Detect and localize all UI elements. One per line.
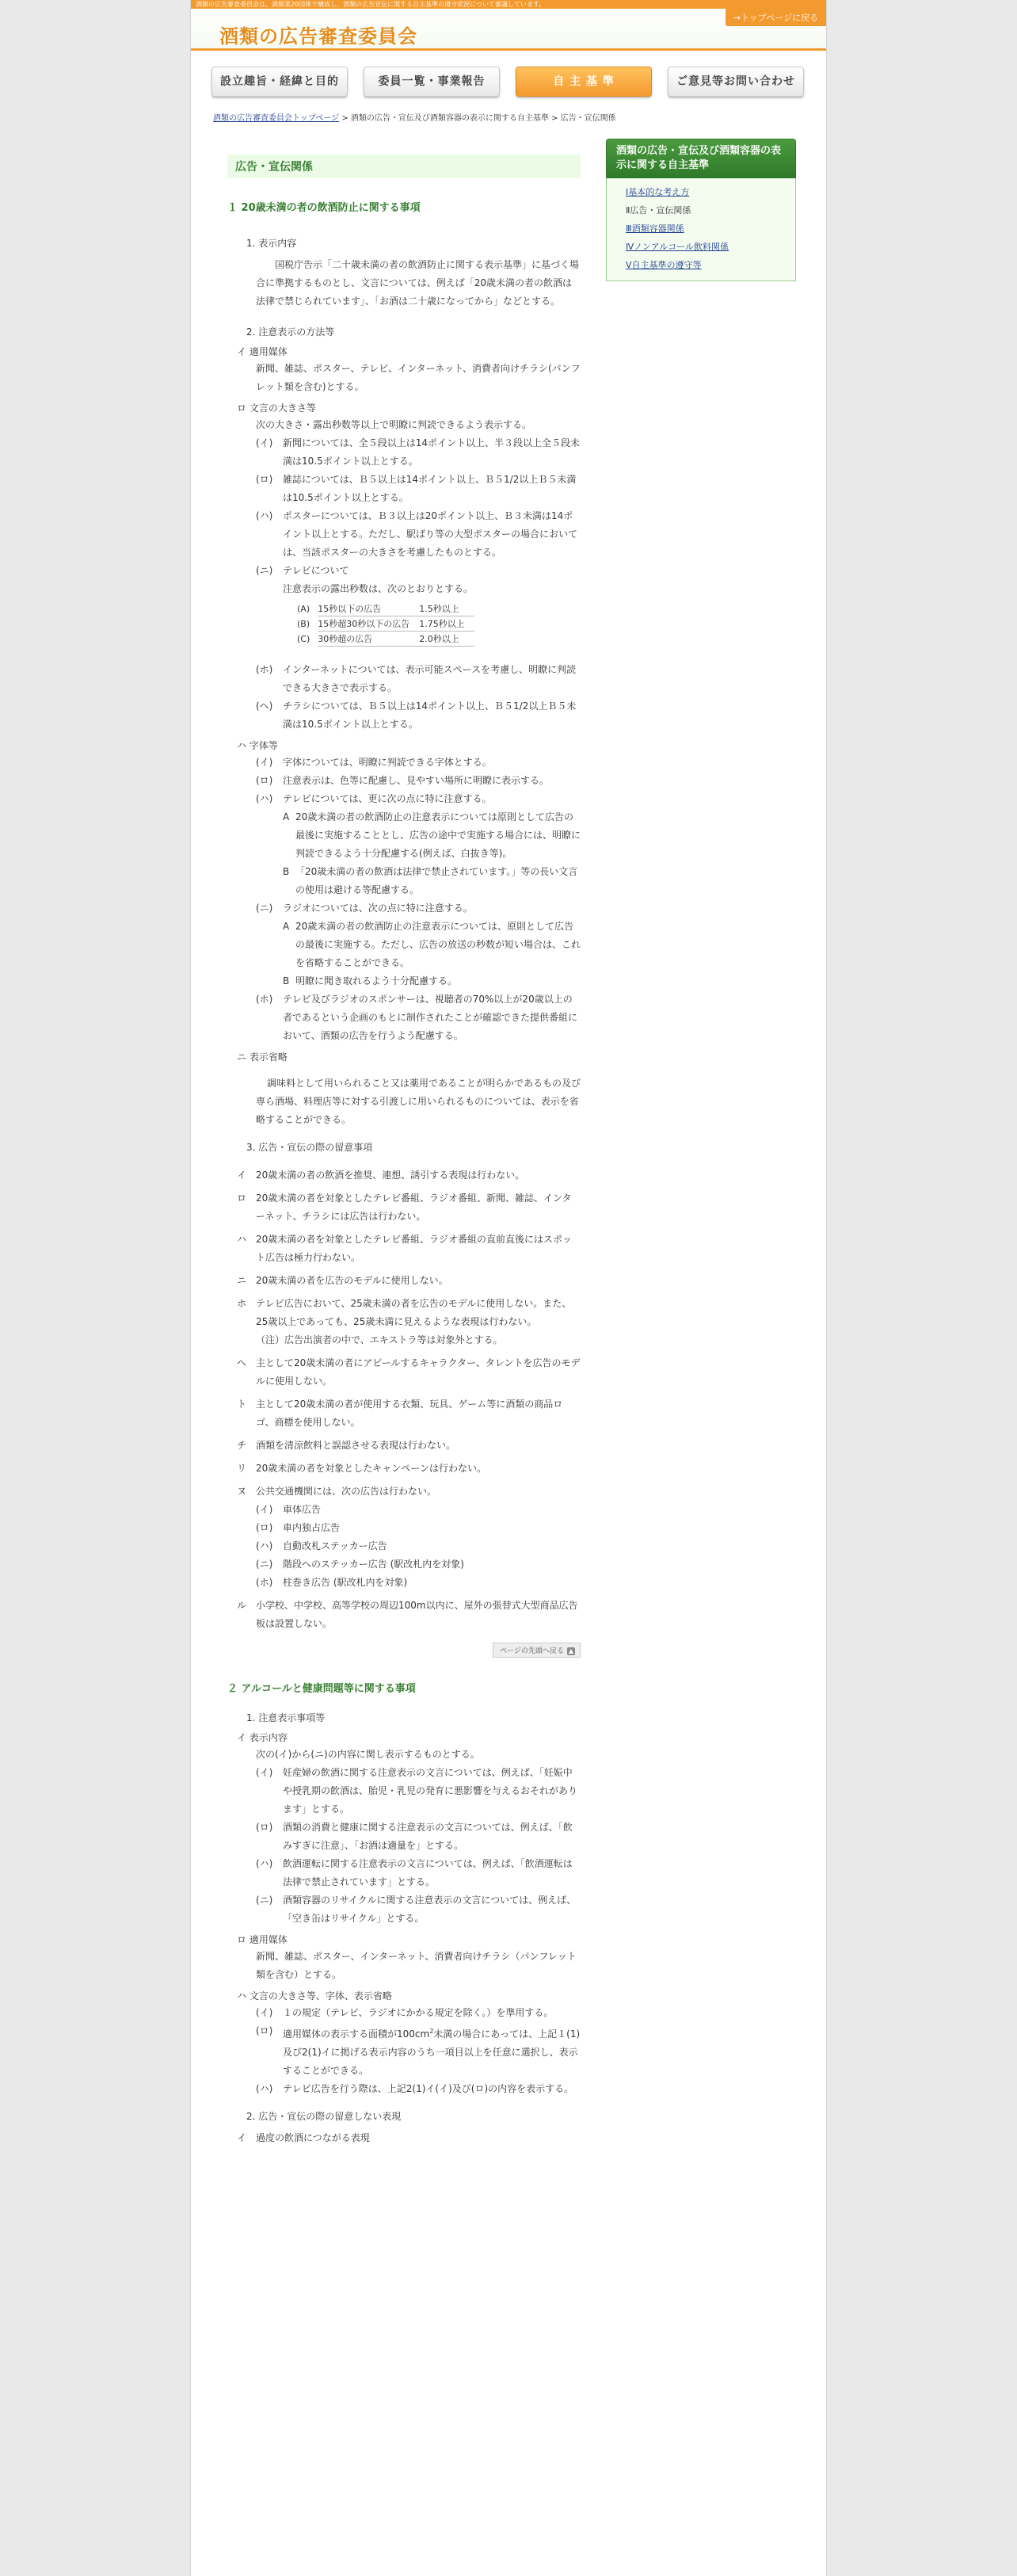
item-marker: (イ): [256, 1767, 273, 1778]
item-text: 過度の飲酒につながる表現: [256, 2132, 370, 2143]
back-to-top-page-link[interactable]: →トップページに戻る: [726, 9, 826, 26]
subsection-title: 2. 広告・宣伝の際の留意しない表現: [246, 2111, 402, 2122]
item-text: 飲酒運転に関する注意表示の文言については、例えば、「飲酒運転は法律で禁止されています」とする。: [283, 1858, 573, 1887]
breadcrumb-current: 広告・宣伝関係: [560, 114, 616, 123]
list-item: [256, 562, 581, 580]
item-text: 階段へのステッカー広告 (駅改札内を対象): [283, 1559, 464, 1570]
item-text: 雑誌については、Ｂ５以上は14ポイント以上、Ｂ５1/2以上Ｂ５未満は10.5ポイント以上とする。: [283, 474, 577, 503]
subsection-title: 2. 注意表示の方法等: [246, 326, 335, 338]
list-item: [237, 1395, 581, 1432]
list-item: [237, 1189, 581, 1226]
item-text: テレビ広告を行う際は、上記2(1)イ(イ)及び(ロ)の内容を表示する。: [283, 2083, 574, 2094]
table-cell: 2.0秒以上: [419, 632, 474, 647]
paragraph: 次の(イ)から(ニ)の内容に関し表示するものとする。: [256, 1749, 480, 1760]
list-item: [256, 1891, 581, 1928]
item-text: 未満の場合にあっては、上記１(1)及び2(1)イに掲げる表示内容のうち一項目以上を任意に選択し、表示することができる。: [283, 2028, 581, 2076]
table-cell: 30秒超の広告: [318, 632, 419, 647]
item-marker: (ヘ): [256, 700, 273, 712]
item-marker: リ: [237, 1463, 247, 1474]
item-text: テレビについて: [283, 565, 349, 576]
paragraph: 注意表示の露出秒数は、次のとおりとする。: [283, 583, 474, 594]
list-item: [237, 1231, 581, 1267]
paragraph: 国税庁告示「二十歳未満の者の飲酒防止に関する表示基準」に基づく場合に準拠するものとし、文言については、例えば「20歳未満の者の飲酒は法律で禁じられています」、「お酒は二十歳になってから」などとする。: [256, 259, 580, 307]
top-info-strip: 酒類の広告審査委員会は、酒類業20団体で構成し、酒類の広告宣伝に関する自主基準の遵守状況について審議しています。: [191, 0, 826, 9]
item-text: チラシについては、Ｂ５以上は14ポイント以上、Ｂ５1/2以上Ｂ５未満は10.5ポイント以上とする。: [283, 700, 577, 730]
item-marker: (ロ): [256, 2025, 273, 2036]
list-item: [283, 918, 581, 972]
tv-duration-table: [297, 601, 474, 647]
table-row: [297, 601, 474, 616]
item-text: １の規定（テレビ、ラジオにかかる規定を除く。）を準用する。: [283, 2007, 554, 2018]
item-text: 酒類の消費と健康に関する注意表示の文言については、例えば、「飲みすぎに注意」、「お酒は適量を」とする。: [283, 1822, 573, 1851]
item-text: 公共交通機関には、次の広告は行わない。: [256, 1486, 437, 1497]
item-marker: (ホ): [256, 664, 273, 675]
item-marker: A: [283, 921, 290, 932]
item-heading: ロ 適用媒体: [237, 1934, 288, 1945]
page-title: 広告・宣伝関係: [227, 155, 581, 178]
item-text: 20歳未満の者を対象としたテレビ番組、ラジオ番組、新聞、雑誌、インターネット、チラシには広告は行わない。: [256, 1193, 572, 1222]
table-cell: (A): [297, 604, 310, 614]
item-marker: A: [283, 811, 290, 822]
item-marker: ヌ: [237, 1486, 247, 1497]
item-text: 新聞については、全５段以上は14ポイント以上、半３段以上全５段未満は10.5ポイント以上とする。: [283, 437, 581, 467]
list-item: [256, 790, 581, 808]
page-container: [190, 0, 827, 2576]
item-marker: (ホ): [256, 994, 273, 1005]
table-cell: (C): [297, 634, 310, 644]
item-marker: (イ): [256, 437, 273, 448]
item-text: 酒類容器のリサイクルに関する注意表示の文言については、例えば、「空き缶はリサイクル」とする。: [283, 1895, 577, 1924]
item-marker: (ニ): [256, 565, 273, 576]
item-text: 主として20歳未満の者にアピールするキャラクター、タレントを広告のモデルに使用しない。: [256, 1357, 581, 1387]
subsection-title: 1. 注意表示事項等: [246, 1712, 326, 1723]
list-item: [256, 899, 581, 918]
list-item: [237, 2129, 581, 2147]
list-item: [256, 2022, 581, 2080]
list-item: [256, 1537, 581, 1555]
nav-purpose[interactable]: 設立趣旨・経緯と目的: [211, 67, 348, 97]
list-item: [237, 1354, 581, 1391]
breadcrumb-middle: 酒類の広告・宣伝及び酒類容器の表示に関する自主基準: [350, 114, 549, 123]
list-item: [237, 1597, 581, 1633]
sidebar-item-nonalcohol[interactable]: Ⅳノンアルコール飲料関係: [626, 242, 729, 252]
item-marker: (ハ): [256, 2083, 273, 2094]
item-marker: (ハ): [256, 510, 273, 521]
item-marker: (ハ): [256, 1858, 273, 1869]
item-marker: (イ): [256, 1504, 273, 1515]
item-text: 字体については、明瞭に判読できる字体とする。: [283, 757, 492, 768]
table-cell: 15秒超30秒以下の広告: [318, 616, 419, 632]
table-row: [297, 616, 474, 632]
list-item: [256, 1519, 581, 1537]
breadcrumb-sep: >: [339, 114, 351, 123]
list-item: [256, 1501, 581, 1519]
item-text: 妊産婦の飲酒に関する注意表示の文言については、例えば、「妊娠中や授乳期の飲酒は、胎児・乳児の発育に悪影響を与えるおそれがあります」とする。: [283, 1767, 578, 1815]
item-marker: ロ: [237, 1193, 247, 1204]
table-cell: 1.75秒以上: [419, 616, 474, 632]
item-marker: ニ: [237, 1275, 247, 1286]
item-text: ラジオについては、次の点に特に注意する。: [283, 903, 473, 914]
list-item: [256, 661, 581, 697]
list-item: [256, 1764, 581, 1818]
breadcrumb: [213, 111, 616, 123]
item-text: 柱巻き広告 (駅改札内を対象): [283, 1577, 408, 1588]
item-marker: (ニ): [256, 1895, 273, 1906]
list-item: [237, 1460, 581, 1478]
list-item: [283, 808, 581, 863]
main-content: [227, 155, 581, 2152]
item-heading: ロ 文言の大きさ等: [237, 403, 316, 414]
item-heading: ハ 字体等: [237, 740, 278, 751]
subsection-title: 1. 表示内容: [246, 238, 297, 249]
item-marker: ヘ: [237, 1357, 247, 1368]
list-item: [283, 972, 581, 990]
item-text: 車内独占広告: [283, 1522, 341, 1533]
item-marker: ル: [237, 1600, 247, 1611]
list-item: [237, 1483, 581, 1501]
sidebar: [606, 139, 796, 281]
item-text: 20歳未満の者を広告のモデルに使用しない。: [256, 1275, 448, 1286]
item-text: 小学校、中学校、高等学校の周辺100m以内に、屋外の張替式大型商品広告板は設置しない。: [256, 1600, 578, 1629]
page-top-label: ページの先頭へ戻る: [500, 1647, 564, 1655]
item-text: ポスターについては、Ｂ３以上は20ポイント以上、Ｂ３未満は14ポイント以上とする。ただし、駅ばり等の大型ポスターの場合においては、当該ポスターの大きさを考慮したものとする。: [283, 510, 578, 558]
item-marker: イ: [237, 2132, 247, 2143]
item-marker: (イ): [256, 757, 273, 768]
item-text: テレビについては、更に次の点に特に注意する。: [283, 793, 492, 804]
superscript: 2: [429, 2028, 434, 2035]
item-marker: B: [283, 866, 290, 877]
item-heading: イ 適用媒体: [237, 346, 288, 357]
list-item: [256, 754, 581, 772]
table-cell: 1.5秒以上: [419, 601, 474, 616]
item-marker: (ロ): [256, 474, 273, 485]
list-item: [237, 1295, 581, 1331]
item-text: テレビ及びラジオのスポンサーは、視聴者の70%以上が20歳以上の者であるという企画のもとに制作されたことが確認できた提供番組において、酒類の広告を行うよう配慮する。: [283, 994, 578, 1041]
item-marker: (イ): [256, 2007, 273, 2018]
section-title: １ 20歳未満の者の飲酒防止に関する事項: [227, 202, 421, 214]
item-marker: (ハ): [256, 1540, 273, 1551]
nav-standards[interactable]: 自 主 基 準: [516, 67, 652, 97]
sidebar-item-compliance[interactable]: Ⅴ自主基準の遵守等: [626, 260, 702, 270]
item-marker: (ニ): [256, 903, 273, 914]
breadcrumb-home-link[interactable]: 酒類の広告審査委員会トップページ: [213, 114, 340, 123]
page-top-button[interactable]: [493, 1643, 581, 1658]
list-item: [237, 1272, 581, 1290]
table-cell: 15秒以下の広告: [318, 601, 419, 616]
item-text: 20歳未満の者の飲酒防止の注意表示については、原則として広告の最後に実施する。ただし、広告の放送の秒数が短い場合は、これを省略することができる。: [295, 921, 581, 968]
note-text: （注）広告出演者の中で、エキストラ等は対象外とする。: [256, 1334, 503, 1345]
item-marker: (ニ): [256, 1559, 273, 1570]
list-item: [256, 990, 581, 1045]
list-item: [256, 1818, 581, 1855]
item-text: 主として20歳未満の者が使用する衣類、玩具、ゲーム等に酒類の商品ロゴ、商標を使用しない。: [256, 1399, 563, 1428]
global-nav: [211, 67, 806, 98]
item-marker: (ホ): [256, 1577, 273, 1588]
arrow-up-icon: ▲: [568, 1647, 574, 1654]
list-item: [256, 434, 581, 471]
item-heading: ハ 文言の大きさ等、字体、表示省略: [237, 1990, 392, 2002]
item-text: 自動改札ステッカー広告: [283, 1540, 387, 1551]
item-marker: ト: [237, 1399, 247, 1410]
subsection-title: 3. 広告・宣伝の際の留意事項: [246, 1142, 373, 1153]
item-text: テレビ広告において、25歳未満の者を広告のモデルに使用しない。また、25歳以上であっても、25歳未満に見えるような表現は行わない。: [256, 1298, 572, 1327]
list-item: [256, 507, 581, 562]
sidebar-item-containers[interactable]: Ⅲ酒類容器関係: [626, 223, 684, 234]
paragraph: 新聞、雑誌、ポスター、テレビ、インターネット、消費者向けチラシ(パンフレット類を含む)とする。: [256, 363, 581, 392]
list-item: [256, 1855, 581, 1891]
nav-contact[interactable]: ご意見等お問い合わせ: [668, 67, 804, 97]
breadcrumb-sep: >: [548, 114, 561, 123]
item-marker: (ハ): [256, 793, 273, 804]
site-header: [191, 9, 826, 51]
item-text: 酒類を清涼飲料と誤認させる表現は行わない。: [256, 1440, 456, 1451]
list-item: [256, 471, 581, 507]
item-text: 20歳未満の者の飲酒を推奨、連想、誘引する表現は行わない。: [256, 1170, 525, 1181]
list-item: [256, 697, 581, 734]
nav-members[interactable]: 委員一覧・事業報告: [364, 67, 500, 97]
list-item: [256, 1574, 581, 1592]
item-text: 「20歳未満の者の飲酒は法律で禁止されています。」等の長い文言の使用は避ける等配慮する。: [295, 866, 578, 895]
item-text: 適用媒体の表示する面積が100cm: [283, 2028, 430, 2040]
list-item: [256, 1555, 581, 1574]
sidebar-list: [606, 178, 796, 281]
item-marker: ホ: [237, 1298, 247, 1309]
item-text: 注意表示は、色等に配慮し、見やすい場所に明瞭に表示する。: [283, 775, 550, 786]
item-text: 明瞭に聞き取れるよう十分配慮する。: [295, 975, 458, 987]
item-text: 車体広告: [283, 1504, 322, 1515]
list-item: [256, 2080, 581, 2098]
list-item: [256, 2004, 581, 2022]
paragraph: 調味料として用いられること又は薬用であることが明らかであるもの及び専ら酒場、料理店等に対する引渡しに用いられるものについては、表示を省略することができる。: [256, 1078, 581, 1125]
item-text: 20歳未満の者の飲酒防止の注意表示については原則として広告の最後に実施することとし、広告の途中で実施する場合には、明瞭に判読できるよう十分配慮する(例えば、白抜き等)。: [295, 811, 581, 859]
item-marker: (ロ): [256, 775, 273, 786]
paragraph: 次の大きさ・露出秒数等以上で明瞭に判読できるよう表示する。: [256, 419, 532, 430]
sidebar-item-advertising: Ⅱ広告・宣伝関係: [626, 205, 691, 216]
item-text: 20歳未満の者を対象としたテレビ番組、ラジオ番組の直前直後にはスポット広告は極力行わない。: [256, 1234, 573, 1263]
paragraph: 新聞、雑誌、ポスター、インターネット、消費者向けチラシ（パンフレット類を含む）とする。: [256, 1951, 577, 1980]
table-cell: (B): [297, 619, 310, 629]
item-marker: イ: [237, 1170, 247, 1181]
item-marker: (ロ): [256, 1522, 273, 1533]
list-item: [256, 772, 581, 790]
item-marker: チ: [237, 1440, 247, 1451]
item-marker: (ロ): [256, 1822, 273, 1833]
item-marker: B: [283, 975, 290, 987]
sidebar-item-basic[interactable]: Ⅰ基本的な考え方: [626, 187, 690, 197]
item-heading: イ 表示内容: [237, 1732, 288, 1743]
table-row: [297, 632, 474, 647]
item-text: 20歳未満の者を対象としたキャンペーンは行わない。: [256, 1463, 487, 1474]
item-text: インターネットについては、表示可能スペースを考慮し、明瞭に判読できる大きさで表示する。: [283, 664, 577, 693]
list-item: [237, 1166, 581, 1185]
item-heading: ニ 表示省略: [237, 1051, 288, 1063]
section-title: ２ アルコールと健康問題等に関する事項: [227, 1683, 416, 1695]
list-item: [237, 1437, 581, 1455]
item-marker: ハ: [237, 1234, 247, 1245]
list-item: [283, 863, 581, 899]
sidebar-title: 酒類の広告・宣伝及び酒類容器の表示に関する自主基準: [606, 139, 796, 178]
site-title[interactable]: 酒類の広告審査委員会: [219, 25, 417, 48]
